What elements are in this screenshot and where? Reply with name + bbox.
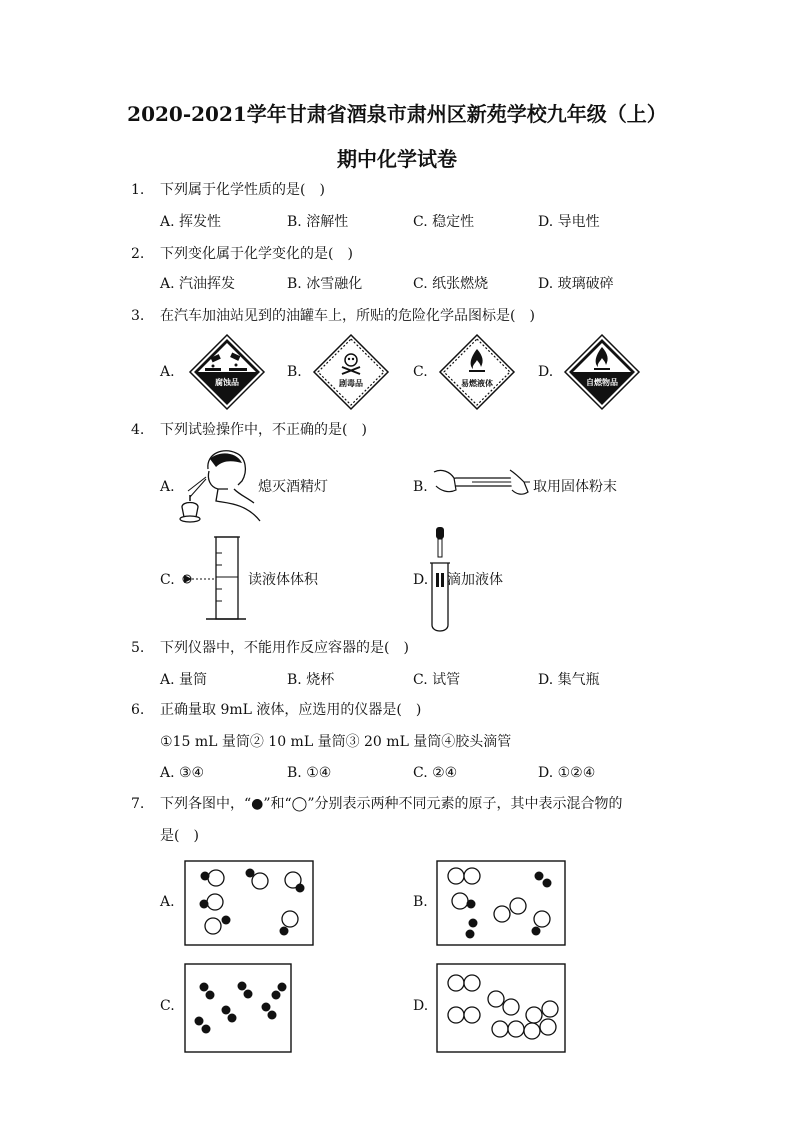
flammable-liquid-sign-icon [439,334,515,410]
q3-option-b: B. [287,364,302,380]
q4-text: 下列试验操作中，不正确的是( ) [160,422,367,438]
q2-option-a: A. 汽油挥发 [160,276,236,292]
sign-a-label: 腐蚀品 [215,378,239,387]
sign-d-label: 自燃物品 [586,378,618,387]
q3-number: 3. [131,308,145,324]
spontaneous-combustion-sign-icon [564,334,640,410]
sign-b-label: 剧毒品 [339,379,363,388]
q6-text: 正确量取 9mL 液体，应选用的仪器是( ) [160,702,422,718]
q6-subline: ①15 mL 量筒② 10 mL 量筒③ 20 mL 量筒④胶头滴管 [160,734,512,750]
particle-box-b [436,860,566,946]
q7-option-c: C. [160,998,175,1014]
q4-option-a: A. [160,479,175,495]
q2-option-c: C. 纸张燃烧 [413,276,489,292]
q3-option-d: D. [538,364,554,380]
q1-option-a: A. 挥发性 [160,214,222,230]
q4-option-b: B. [413,479,428,495]
q5-option-a: A. 量筒 [160,672,208,688]
toxic-sign-icon [313,334,389,410]
q6-option-b: B. ①④ [287,765,332,781]
q2-number: 2. [131,246,145,262]
q1-number: 1. [131,182,145,198]
q1-option-c: C. 稳定性 [413,214,475,230]
q7-text-cont: 是( ) [160,828,199,844]
q7-text: 下列各图中，“●”和“◯”分别表示两种不同元素的原子，其中表示混合物的 [160,796,623,812]
q4-number: 4. [131,422,145,438]
corrosive-sign-icon [189,334,265,410]
q4-caption-a: 熄灭酒精灯 [258,479,328,495]
graduated-cylinder-figure-icon [178,533,248,625]
q3-option-a: A. [160,364,175,380]
exam-title-line2: 期中化学试卷 [337,147,457,171]
particle-box-d [436,963,566,1053]
particle-box-c [184,963,292,1053]
test-tube-powder-figure-icon [432,462,532,504]
q1-option-b: B. 溶解性 [287,214,349,230]
q4-caption-d: 滴加液体 [447,572,503,588]
q6-number: 6. [131,702,145,718]
q4-caption-c: 读液体体积 [248,572,318,588]
exam-title-line1: 2020-2021学年甘肃省酒泉市肃州区新苑学校九年级（上） [127,102,667,126]
q7-option-a: A. [160,894,175,910]
q4-caption-b: 取用固体粉末 [533,479,617,495]
q7-number: 7. [131,796,145,812]
particle-box-a [184,860,314,946]
q6-option-a: A. ③④ [160,765,205,781]
q1-text: 下列属于化学性质的是( ) [160,182,325,198]
q6-option-c: C. ②④ [413,765,458,781]
q1-option-d: D. 导电性 [538,214,600,230]
q3-text: 在汽车加油站见到的油罐车上，所贴的危险化学品图标是( ) [160,308,535,324]
sign-c-label: 易燃液体 [461,379,493,388]
q5-option-b: B. 烧杯 [287,672,335,688]
q5-number: 5. [131,640,145,656]
q7-option-d: D. [413,998,429,1014]
q2-text: 下列变化属于化学变化的是( ) [160,246,353,262]
q2-option-b: B. 冰雪融化 [287,276,363,292]
q7-option-b: B. [413,894,428,910]
q3-option-c: C. [413,364,428,380]
q2-option-d: D. 玻璃破碎 [538,276,614,292]
blowing-out-lamp-figure-icon [176,445,262,527]
q4-option-c: C. [160,572,175,588]
q5-option-d: D. 集气瓶 [538,672,600,688]
q6-option-d: D. ①②④ [538,765,596,781]
q5-text: 下列仪器中，不能用作反应容器的是( ) [160,640,409,656]
q5-option-c: C. 试管 [413,672,461,688]
q4-option-d: D. [413,572,429,588]
